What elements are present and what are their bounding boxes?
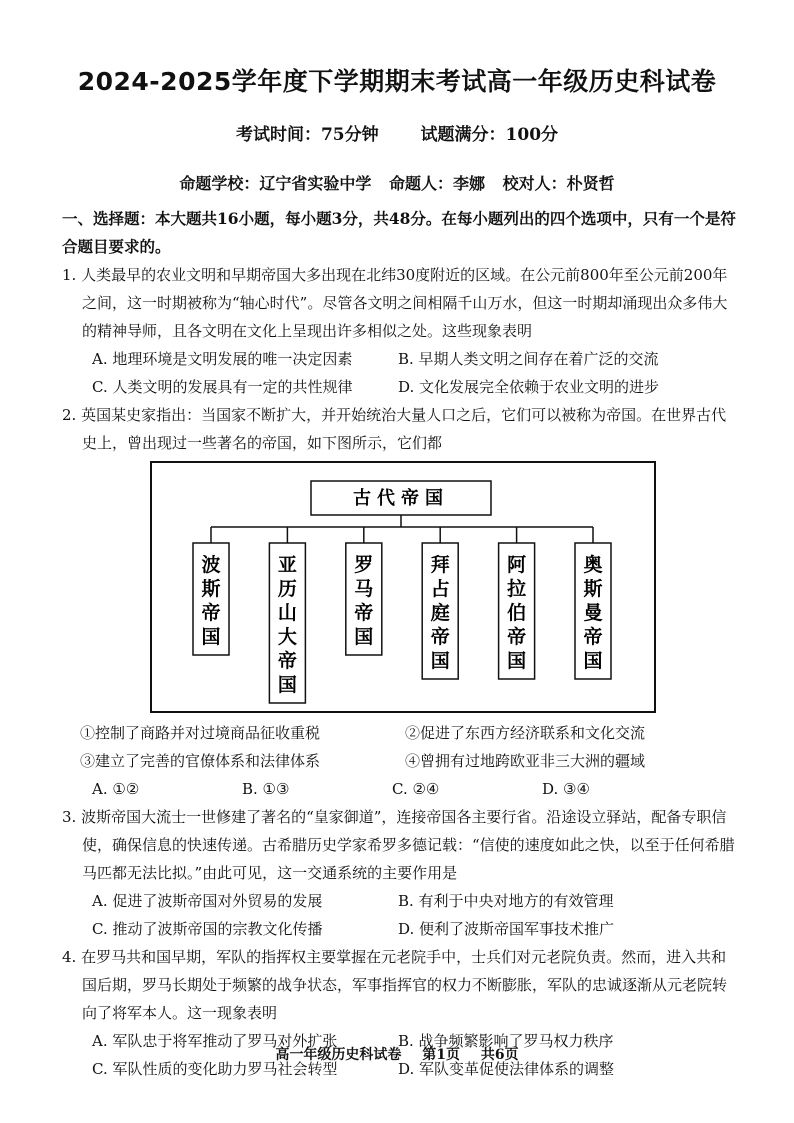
empire-label: 亚历山大帝国 (277, 554, 297, 696)
empire-label: 波斯帝国 (201, 554, 221, 648)
option-d: D. 军队变革促使法律体系的调整 (398, 1060, 615, 1078)
footer-course: 高一年级历史科试卷 (275, 1047, 402, 1063)
option-d: D. 便利了波斯帝国军事技术推广 (398, 920, 615, 938)
option-c: C. 推动了波斯帝国的宗教文化传播 (92, 920, 323, 938)
exam-content (62, 205, 738, 1083)
question-stem: 1. 人类最早的农业文明和早期帝国大多出现在北纬30度附近的区域。在公元前800年至公元前200年之间，这一时期被称为“轴心时代”。尽管各文明之间相隔千山万水，但这一时期却涌现出众多伟大的精神导师，且各文明在文化上呈现出许多相似之处。这些现象表明 (62, 266, 728, 340)
statement-1: ①控制了商路并对过境商品征收重税 (80, 724, 321, 742)
footer-page: 第1页 (422, 1047, 460, 1063)
option-d: D. 文化发展完全依赖于农业文明的进步 (398, 378, 660, 396)
empire-diagram (62, 461, 738, 713)
root-label: 古代帝国 (353, 488, 449, 509)
option-c: C. 军队性质的变化助力罗马社会转型 (92, 1060, 338, 1078)
option-b: B. 有利于中央对地方的有效管理 (398, 892, 614, 910)
section-header: 一、选择题：本大题共16小题，每小题3分，共48分。在每小题列出的四个选项中，只有一个是符合题目要求的。 (62, 209, 736, 256)
author-checker: 校对人：朴贤哲 (502, 174, 615, 193)
author-writer: 命题人：李娜 (388, 174, 485, 193)
option-a: A. 地理环境是文明发展的唯一决定因素 (92, 350, 353, 368)
exam-score: 试题满分：100分 (420, 125, 559, 145)
empire-tree-svg (150, 461, 656, 713)
footer-total: 共6页 (480, 1047, 519, 1063)
empire-label: 罗马帝国 (354, 554, 374, 648)
option-b: B. 战争频繁影响了罗马权力秩序 (398, 1032, 614, 1050)
option-a: A. ①② (92, 780, 140, 798)
options (62, 887, 738, 943)
author-school: 命题学校：辽宁省实验中学 (179, 174, 372, 193)
question-stem: 2. 英国某史家指出：当国家不断扩大，并开始统治大量人口之后，它们可以被称为帝国。在世界古代史上，曾出现过一些著名的帝国，如下图所示，它们都 (62, 406, 727, 452)
statement-4: ④曾拥有过地跨欧亚非三大洲的疆域 (405, 752, 646, 770)
statements (62, 719, 738, 775)
statement-2: ②促进了东西方经济联系和文化交流 (405, 724, 646, 742)
option-b: B. 早期人类文明之间存在着广泛的交流 (398, 350, 659, 368)
options (62, 775, 738, 803)
statement-3: ③建立了完善的官僚体系和法律体系 (80, 752, 321, 770)
page-footer (0, 1044, 794, 1064)
empire-label: 阿拉伯帝国 (507, 554, 527, 672)
options (62, 345, 738, 401)
option-c: C. 人类文明的发展具有一定的共性规律 (92, 378, 353, 396)
question-2 (62, 401, 738, 803)
question-stem: 3. 波斯帝国大流士一世修建了著名的“皇家御道”，连接帝国各主要行省。沿途设立驿站，配备专职信使，确保信息的快速传递。古希腊历史学家希罗多德记载：“信使的速度如此之快，以至于任何希腊马匹都无法比拟。”由此可见，这一交通系统的主要作用是 (62, 808, 735, 882)
question-stem: 4. 在罗马共和国早期，军队的指挥权主要掌握在元老院手中，士兵们对元老院负责。然而，进入共和国后期，罗马长期处于频繁的战争状态，军事指挥官的权力不断膨胀，军队的忠诚逐渐从元老院转向了将军本人。这一现象表明 (62, 948, 728, 1022)
option-a: A. 军队忠于将军推动了罗马对外扩张 (92, 1032, 338, 1050)
exam-authors (0, 171, 794, 194)
empire-label: 奥斯曼帝国 (583, 554, 603, 672)
option-c: C. ②④ (392, 780, 440, 798)
option-b: B. ①③ (242, 780, 290, 798)
question-1 (62, 261, 738, 401)
exam-time: 考试时间：75分钟 (235, 125, 379, 145)
page-title: 2024-2025学年度下学期期末考试高一年级历史科试卷 (77, 67, 717, 96)
option-d: D. ③④ (542, 780, 590, 798)
question-3 (62, 803, 738, 943)
option-a: A. 促进了波斯帝国对外贸易的发展 (92, 892, 323, 910)
empire-label: 拜占庭帝国 (430, 554, 450, 672)
exam-info (0, 120, 794, 145)
